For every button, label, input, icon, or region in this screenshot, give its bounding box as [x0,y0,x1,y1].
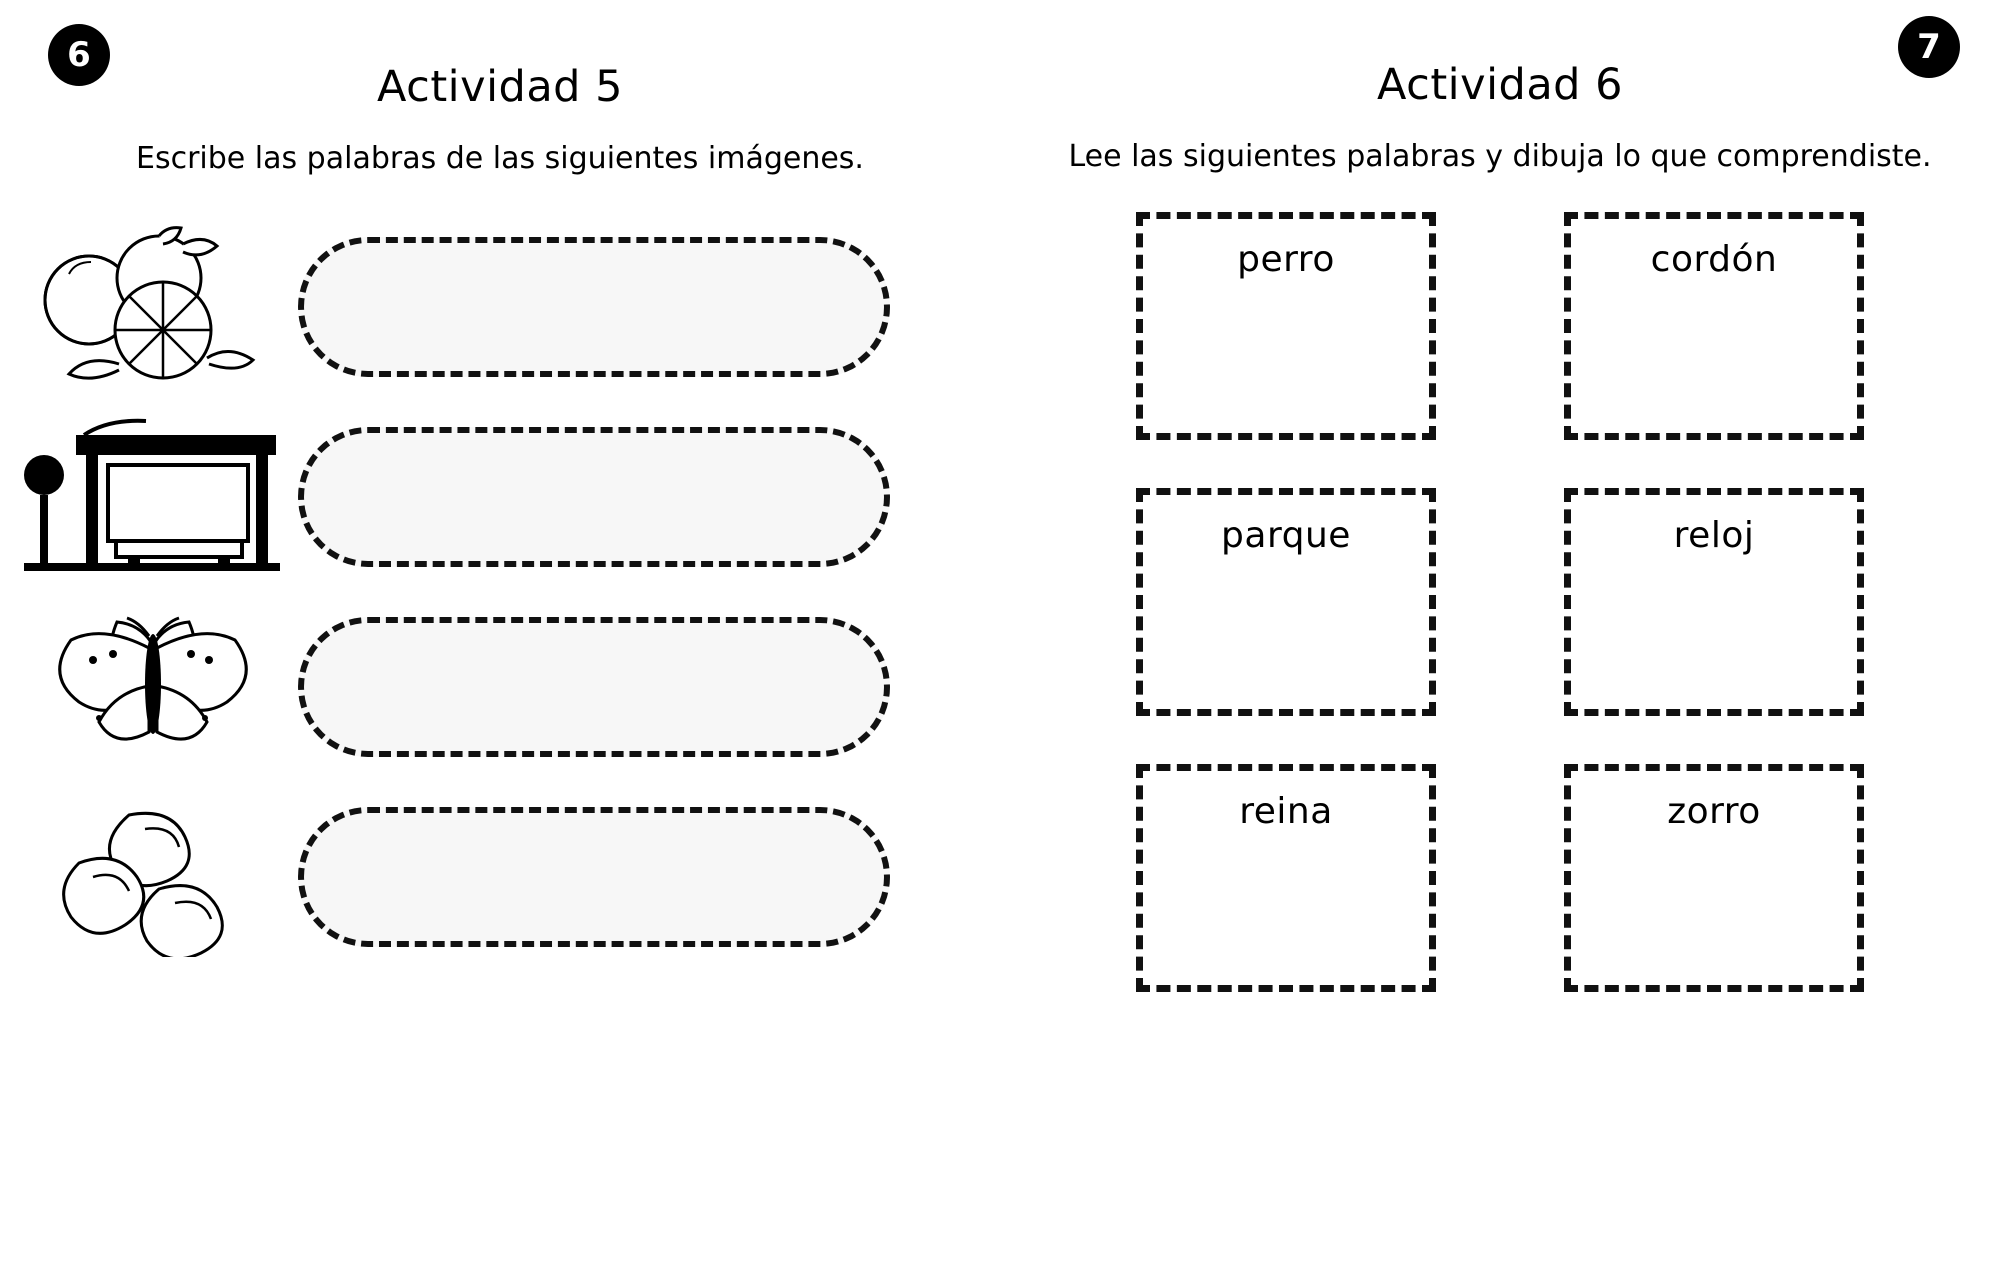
drawing-box[interactable] [1564,212,1864,440]
beans-icon [18,787,288,967]
page-number-badge-right: 7 [1898,16,1960,78]
drawing-box[interactable] [1136,764,1436,992]
activity-6-section [1000,0,2000,992]
activity-5-instruction: Escribe las palabras de las siguientes imágenes. [136,141,864,176]
butterfly-icon [18,597,288,777]
drawing-box-word: perro [1237,238,1335,280]
drawing-box[interactable] [1564,488,1864,716]
activity-5-answer-blank[interactable] [298,427,890,567]
drawing-box[interactable] [1136,212,1436,440]
activity-6-title: Actividad 6 [1377,60,1623,110]
drawing-box-word: parque [1221,514,1351,556]
drawing-box-word: reina [1239,790,1333,832]
drawing-box[interactable] [1136,488,1436,716]
drawing-box-word: cordón [1650,238,1778,280]
activity-5-section [0,0,1000,972]
activity-5-answer-blank[interactable] [298,807,890,947]
activity-5-answer-blank[interactable] [298,237,890,377]
bus-stop-icon [18,407,288,587]
drawing-box-word: reloj [1673,514,1755,556]
activity-5-row [0,402,1000,592]
activity-5-rows [0,212,1000,972]
activity-5-answer-blank[interactable] [298,617,890,757]
drawing-box[interactable] [1564,764,1864,992]
activity-6-grid [1136,212,1864,992]
oranges-icon [18,217,288,397]
activity-5-row [0,782,1000,972]
activity-5-row [0,212,1000,402]
activity-5-title: Actividad 5 [377,62,623,112]
drawing-box-word: zorro [1667,790,1761,832]
activity-6-instruction: Lee las siguientes palabras y dibuja lo que comprendiste. [1068,139,1932,174]
activity-5-row [0,592,1000,782]
page-number-badge-left: 6 [48,24,110,86]
